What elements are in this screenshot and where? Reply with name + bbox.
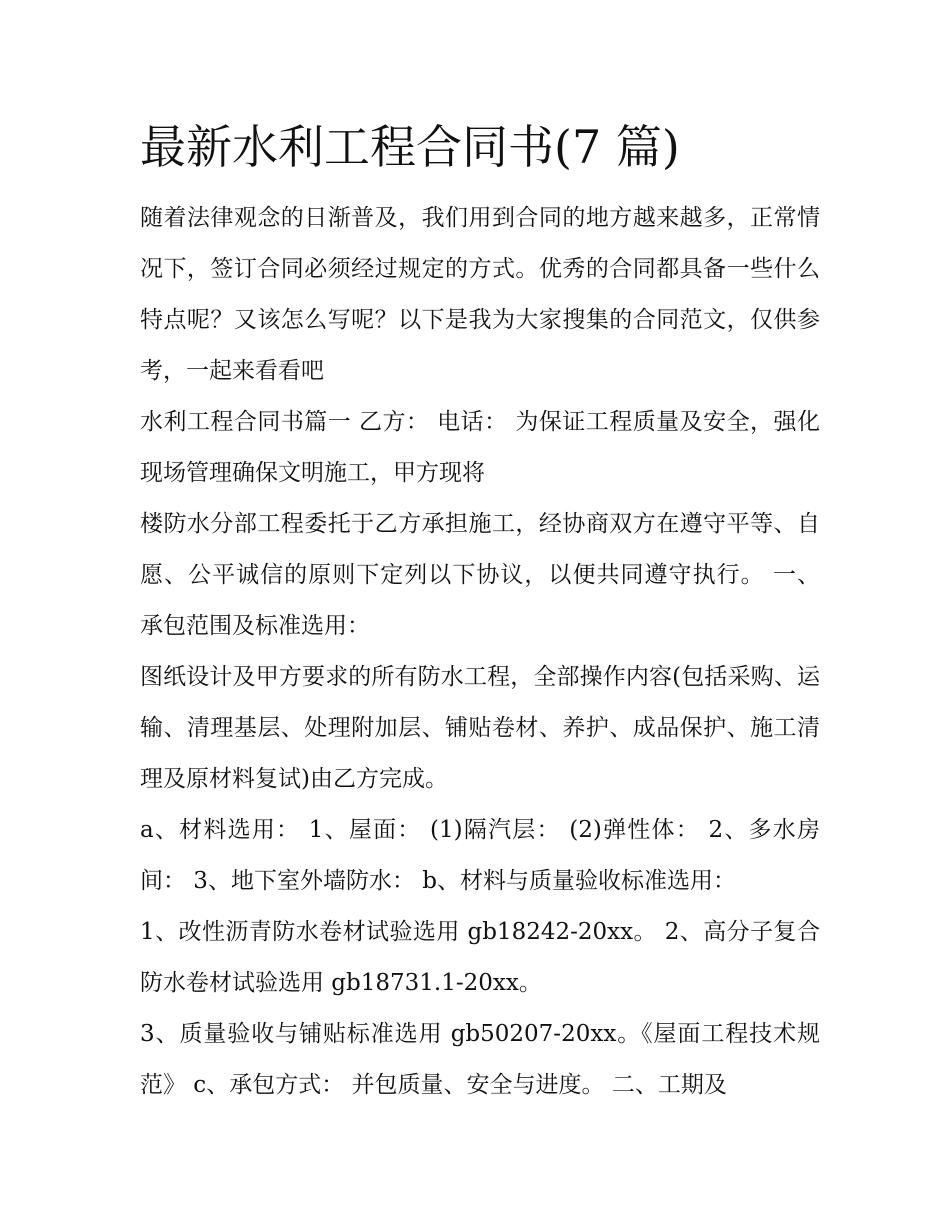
document-title: 最新水利工程合同书(7 篇): [140, 120, 680, 174]
paragraph-scope-details: 图纸设计及甲方要求的所有防水工程，全部操作内容(包括采购、运输、清理基层、处理附加层、铺贴卷材、养护、成品保护、施工清理及原材料复试)由乙方完成。: [140, 664, 820, 792]
paragraph-test-standards: 1、改性沥青防水卷材试验选用 gb18242-20xx。 2、高分子复合防水卷材试验选用 gb18731.1-20xx。: [140, 919, 820, 996]
document-body: [140, 112, 820, 1111]
paragraph-contract-header: 水利工程合同书篇一 乙方： 电话： 为保证工程质量及安全，强化现场管理确保文明施工，甲方现将: [140, 409, 820, 486]
paragraph-material-selection: a、材料选用： 1、屋面： (1)隔汽层： (2)弹性体： 2、多水房间： 3、地下室外墙防水： b、材料与质量验收标准选用：: [140, 817, 820, 894]
paragraph-intro: 随着法律观念的日渐普及，我们用到合同的地方越来越多，正常情况下，签订合同必须经过规定的方式。优秀的合同都具备一些什么特点呢？又该怎么写呢？以下是我为大家搜集的合同范文，仅供参考，一起来看看吧: [140, 205, 820, 384]
paragraph-scope-intro: 楼防水分部工程委托于乙方承担施工，经协商双方在遵守平等、自愿、公平诚信的原则下定列以下协议，以便共同遵守执行。 一、 承包范围及标准选用：: [140, 511, 820, 639]
paragraph-acceptance-standards: 3、质量验收与铺贴标准选用 gb50207-20xx。《屋面工程技术规范》 c、承包方式： 并包质量、安全与进度。 二、工期及: [140, 1021, 820, 1098]
